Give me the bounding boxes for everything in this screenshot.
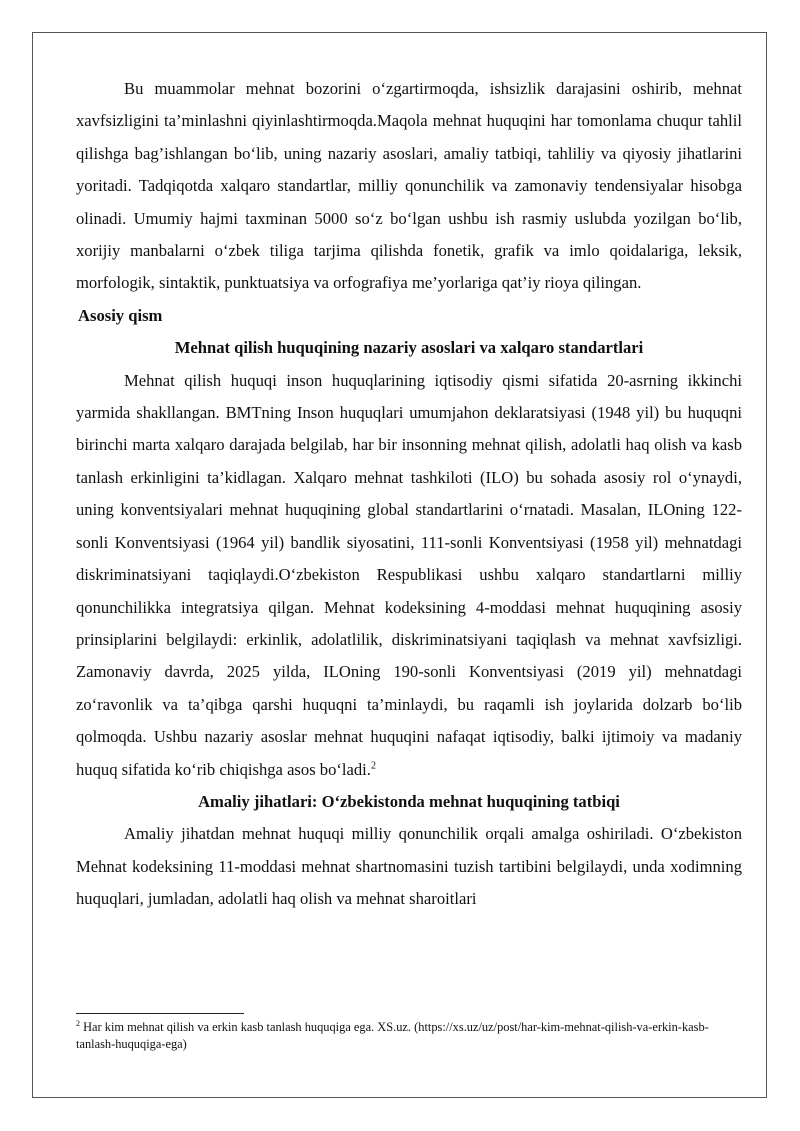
subheading-theory: Mehnat qilish huquqining nazariy asoslari va xalqaro standartlari: [174, 338, 644, 358]
paragraph-theory-text: Mehnat qilish huquqi inson huquqlarining iqtisodiy qismi sifatida 20-asrning ikkinchi yarmida shakllangan. BMTning Inson huquqlari umumjahon deklaratsiyasi (1948 yil) bu huquqni birinchi marta xalqaro darajada belgilab, har bir insonning mehnat qilish, adolatli haq olish va kasb tanlash erkinligini ta’kidlagan. Xalqaro mehnat tashkiloti (ILO) bu sohada asosiy rol o‘ynaydi, uning konventsiyalari mehnat huquqining global standartlarini o‘rnatadi. Masalan, ILOning 122-sonli Konventsiyasi (1964 yil) bandlik siyosatini, 111-sonli Konventsiyasi (1958 yil) mehnatdagi diskriminatsiyani taqiqlaydi.O‘zbekiston Respublikasi ushbu xalqaro standartlarni milliy qonunchilikka integratsiya qilgan. Mehnat kodeksining 4-moddasi mehnat huquqining asosiy prinsiplarini belgilaydi: erkinlik, adolatlilik, diskriminatsiyani taqiqlash va mehnat xavfsizligi. Zamonaviy davrda, 2025 yilda, ILOning 190-sonli Konventsiyasi (2019 yil) mehnatdagi zo‘ravonlik va ta’qibga qarshi huquqni ta’minlaydi, bu raqamli ish joylarida dolzarb bo‘lib qolmoqda. Ushbu nazariy asoslar mehnat huquqini nafaqat iqtisodiy, balki ijtimoiy va madaniy huquq sifatida ko‘rib chiqishga asos bo‘ladi.: [76, 370, 742, 779]
footnote-separator: [76, 1013, 244, 1014]
paragraph-practice: Amaliy jihatdan mehnat huquqi milliy qonunchilik orqali amalga oshiriladi. O‘zbekiston Mehnat kodeksining 11-moddasi mehnat shartnomasini tuzish tartibini belgilaydi, unda xodimning huquqlari, jumladan, adolatli haq olish va mehnat sharoitlari: [76, 824, 742, 909]
footnote-text: Har kim mehnat qilish va erkin kasb tanlash huquqiga ega. XS.uz. (https://xs.uz/uz/post/har-kim-mehnat-qilish-va-erkin-kasb-tanlash-huquqiga-ega): [76, 1020, 709, 1051]
section-heading: Asosiy qism: [78, 305, 163, 325]
subheading-practice: Amaliy jihatlari: O‘zbekistonda mehnat huquqining tatbiqi: [198, 791, 620, 811]
document-body: [76, 73, 742, 916]
paragraph-theory: [76, 365, 742, 786]
footnote: [76, 1019, 742, 1053]
paragraph-intro: Bu muammolar mehnat bozorini o‘zgartirmoqda, ishsizlik darajasini oshirib, mehnat xavfsizligini ta’minlashni qiyinlashtirmoqda.Maqola mehnat huquqini har tomonlama chuqur tahlil qilishga bag’ishlangan bo‘lib, uning nazariy asoslari, amaliy tatbiqi, tahliliy va qiyosiy jihatlarini yoritadi. Tadqiqotda xalqaro standartlar, milliy qonunchilik va zamonaviy tendensiyalar hisobga olinadi. Umumiy hajmi taxminan 5000 so‘z bo‘lgan ushbu ish rasmiy uslubda yozilgan bo‘lib, xorijiy manbalarni o‘zbek tiliga tarjima qilishda fonetik, grafik va imlo qoidalariga, leksik, morfologik, sintaktik, punktuatsiya va orfografiya me’yorlariga qat’iy rioya qilingan.: [76, 79, 742, 293]
footnote-number: 2: [76, 1018, 80, 1028]
footnote-reference[interactable]: 2: [370, 760, 376, 771]
